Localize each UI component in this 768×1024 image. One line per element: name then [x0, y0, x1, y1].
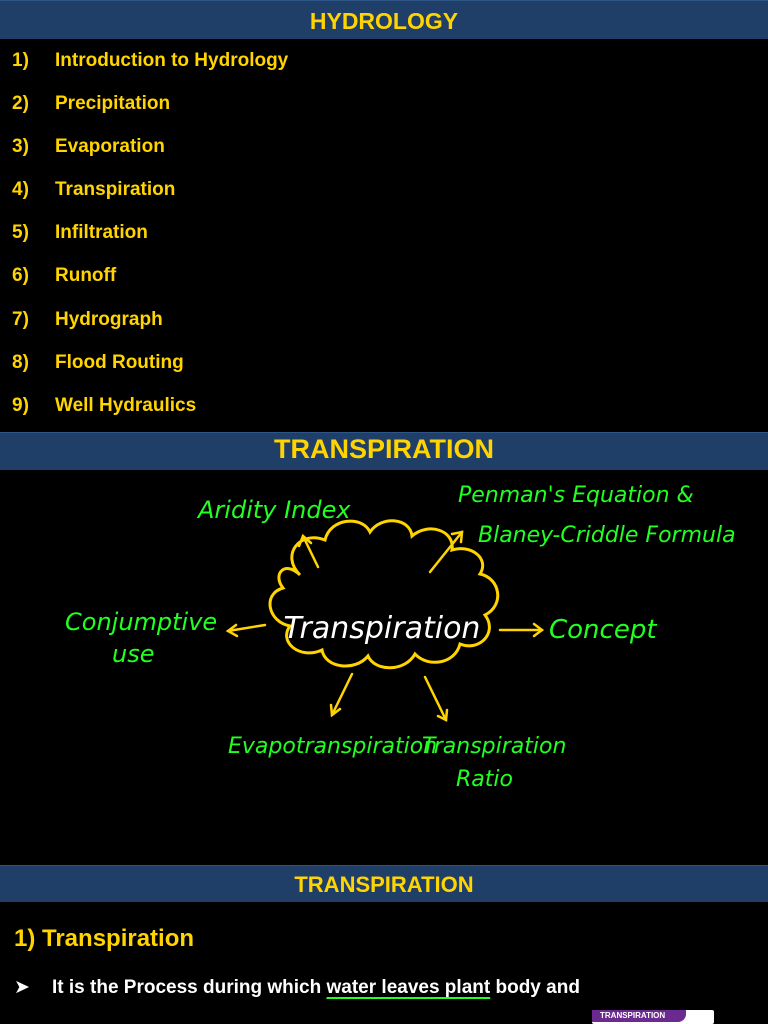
conjunctive-use-label: use: [112, 640, 155, 668]
definition-bullet: [14, 976, 580, 999]
transpiration-section-banner: [0, 865, 768, 902]
topic-number: 8): [12, 352, 29, 373]
arrow-aridity: [303, 536, 318, 567]
topic-label: Precipitation: [55, 93, 171, 114]
aridity-index-label: Aridity Index: [198, 496, 351, 524]
topic-number: 6): [12, 265, 29, 286]
arrow-ratio: [425, 677, 446, 720]
topic-label: Runoff: [55, 265, 117, 286]
topic-label: Well Hydraulics: [55, 395, 197, 416]
arrow-penman: [430, 532, 462, 572]
topic-label: Introduction to Hydrology: [55, 50, 289, 71]
slide-thumbnail[interactable]: [592, 1010, 714, 1024]
section-banner-title: TRANSPIRATION: [294, 872, 474, 897]
hydrology-title: HYDROLOGY: [309, 8, 459, 34]
topic-label: Flood Routing: [55, 352, 184, 373]
transpiration-title: TRANSPIRATION: [274, 434, 494, 464]
topic-number: 5): [12, 222, 29, 243]
topic-number: 1): [12, 50, 29, 71]
bullet-arrow-icon: ➤: [14, 977, 30, 998]
topic-number: 9): [12, 395, 29, 416]
transpiration-banner: [0, 432, 768, 470]
evapotranspiration-label: Evapotranspiration: [228, 734, 438, 759]
penman-equation-label: Penman's Equation &: [458, 483, 694, 508]
section-heading: 1) Transpiration: [14, 925, 195, 952]
topic-label: Hydrograph: [55, 309, 163, 330]
topic-label: Transpiration: [55, 179, 176, 200]
hydrology-banner: [0, 0, 768, 39]
topic-number: 4): [12, 179, 29, 200]
thumbnail-tag: TRANSPIRATION: [592, 1010, 686, 1022]
blaney-criddle-label: Blaney-Criddle Formula: [478, 523, 736, 548]
transpiration-mindmap: [0, 470, 768, 860]
conjunctive-label: Conjumptive: [65, 608, 218, 636]
topic-number: 2): [12, 93, 29, 114]
topic-label: Infiltration: [55, 222, 148, 243]
bullet-underlined-text: water leaves plant: [326, 977, 491, 998]
topic-number: 7): [12, 309, 29, 330]
concept-label: Concept: [549, 615, 657, 645]
transpiration-ratio-label: Transpiration: [422, 734, 567, 759]
bullet-text-end: body and: [490, 977, 580, 998]
ratio-label: Ratio: [456, 767, 513, 792]
bullet-text-start: It is the Process during which: [52, 977, 327, 998]
arrow-evapotranspiration: [332, 674, 352, 715]
mindmap-center-label: Transpiration: [283, 611, 481, 646]
topic-label: Evaporation: [55, 136, 165, 157]
topic-number: 3): [12, 136, 29, 157]
